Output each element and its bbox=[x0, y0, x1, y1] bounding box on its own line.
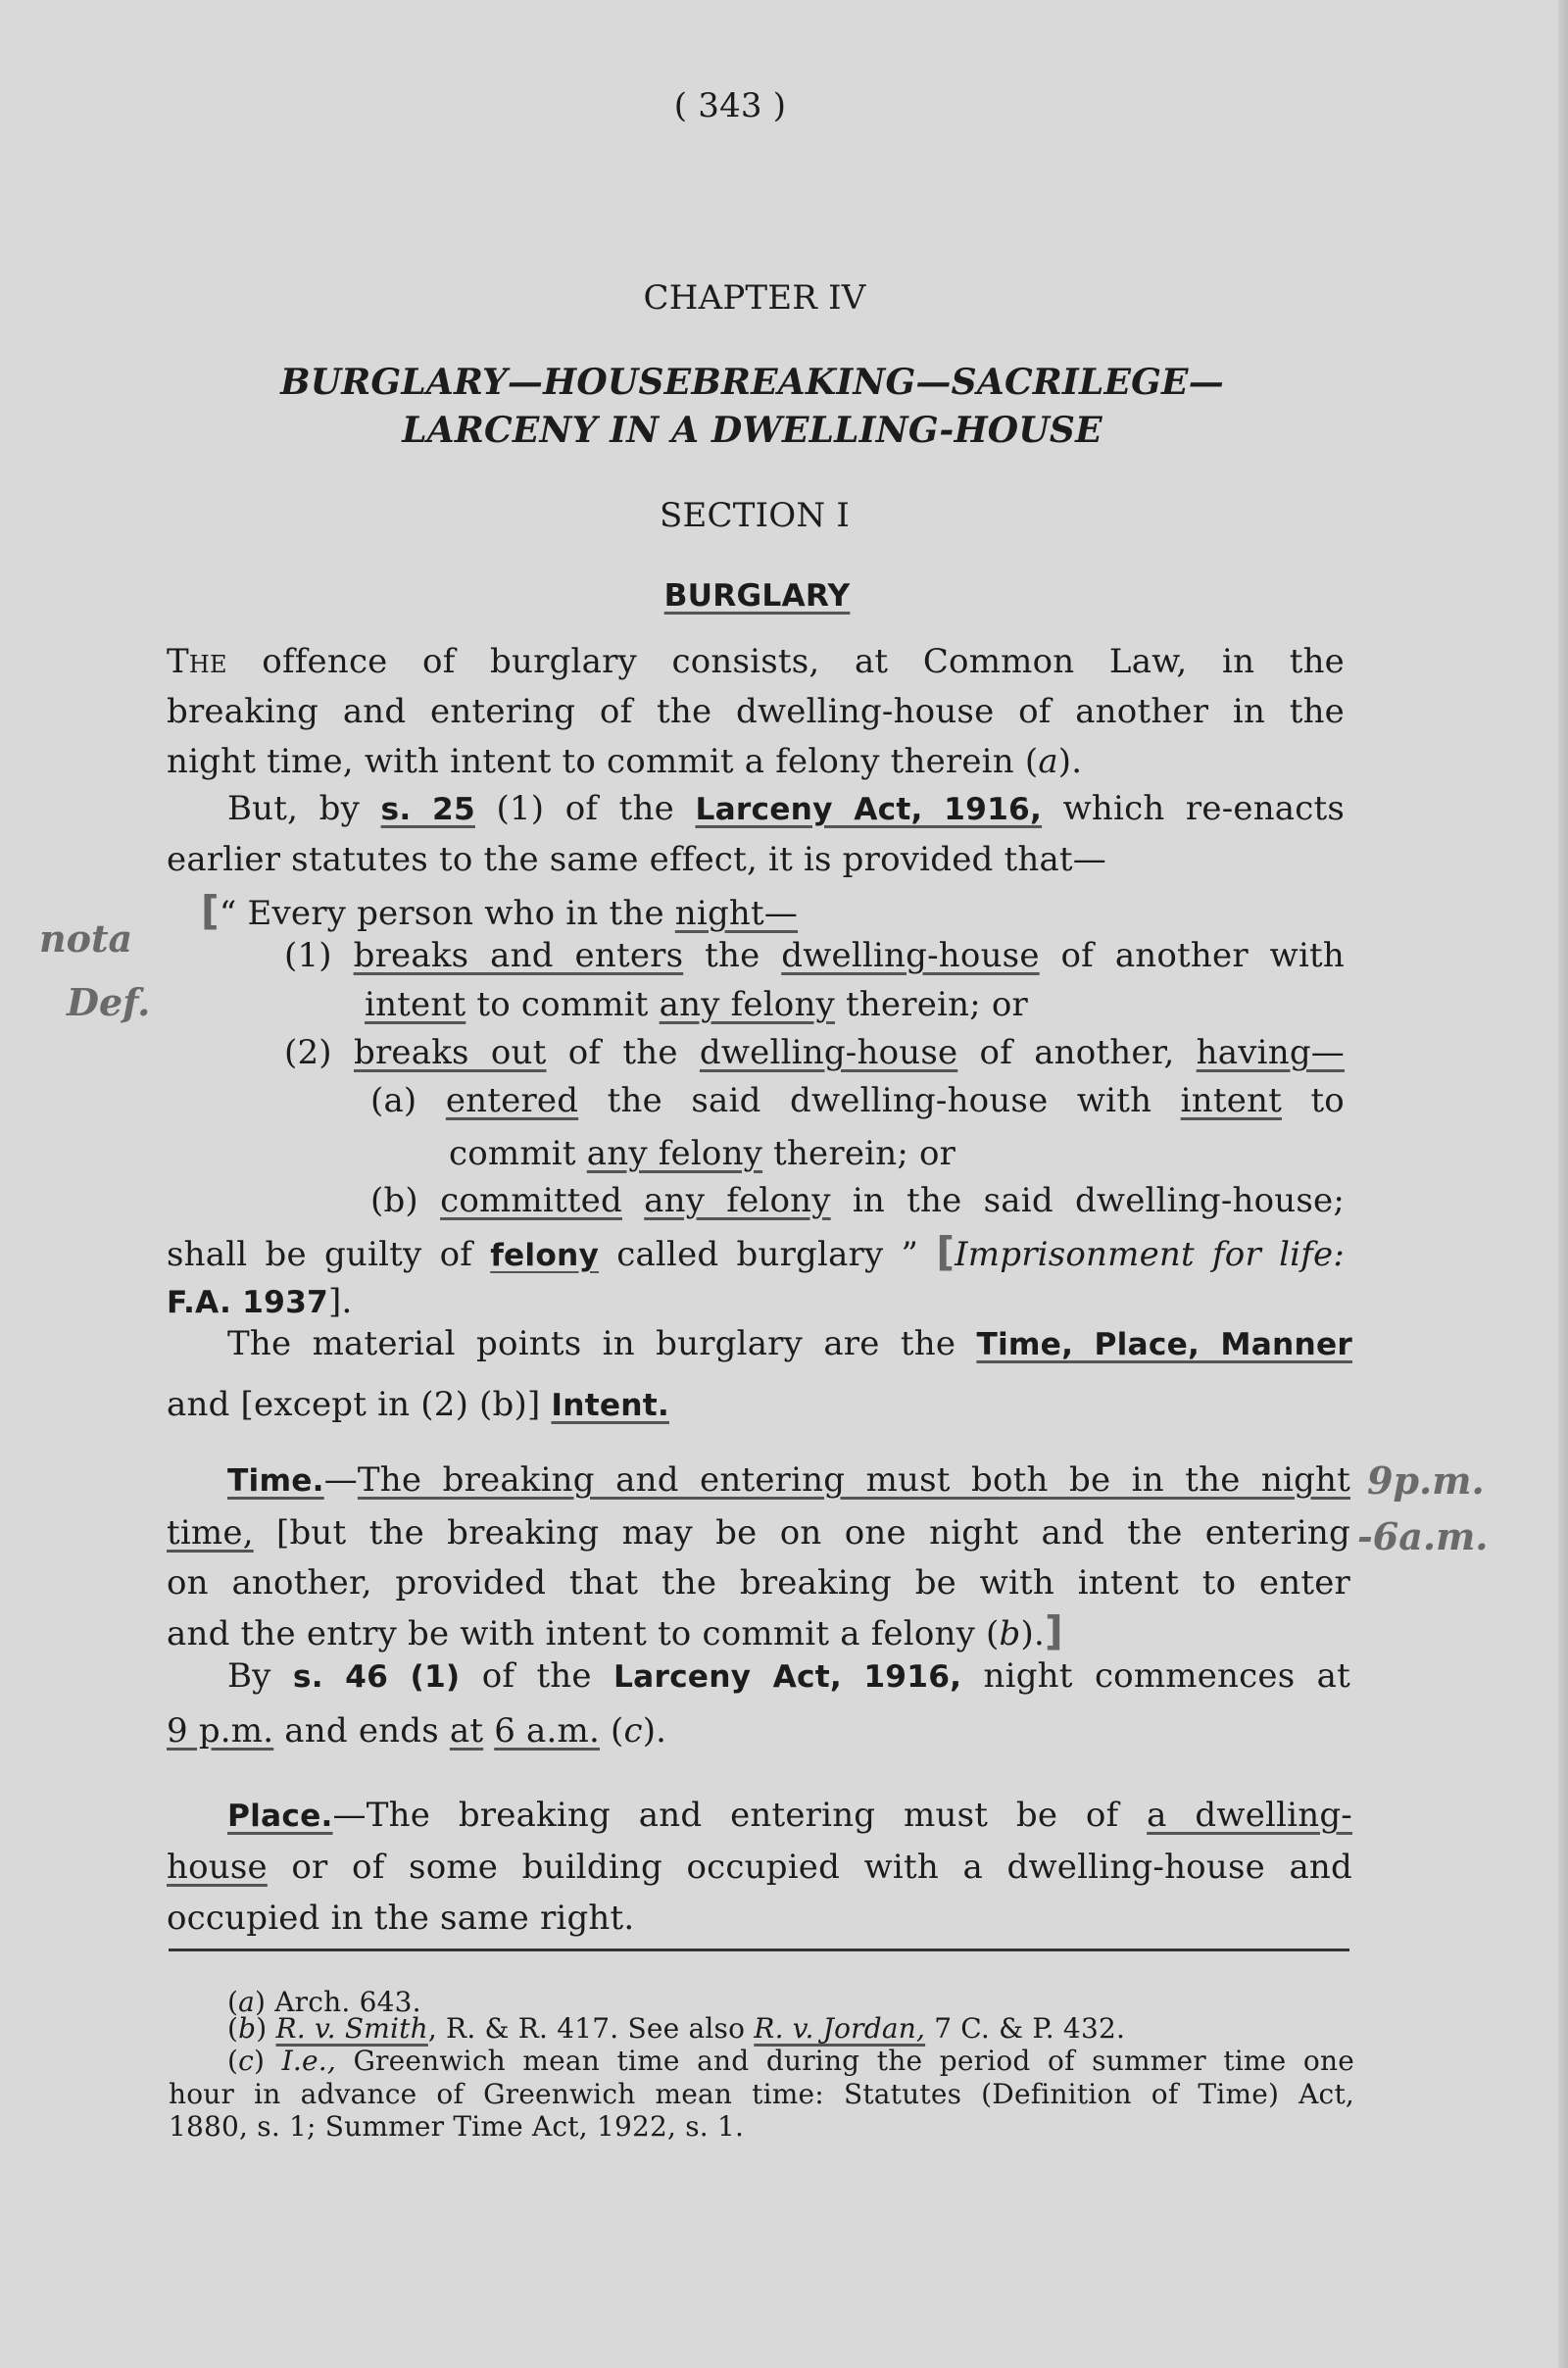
text-segment: occupied in the same right. bbox=[167, 1899, 635, 1938]
bracket-annotation: ] bbox=[1044, 1607, 1063, 1654]
text-line bbox=[449, 1132, 956, 1175]
text-segment: and [except in (2) (b)] bbox=[167, 1385, 552, 1424]
text-segment: I.e., bbox=[281, 2045, 336, 2077]
text-segment: b bbox=[238, 2012, 257, 2045]
text-segment: (a) bbox=[370, 1081, 446, 1120]
text-segment: earlier statutes to the same effect, it is provided that— bbox=[167, 840, 1107, 879]
text-segment: the bbox=[683, 936, 782, 975]
text-segment: , R. & R. 417. See also bbox=[427, 2012, 755, 2045]
text-segment: ) bbox=[256, 2012, 276, 2045]
text-segment: a dwelling- bbox=[1147, 1796, 1352, 1835]
text-segment: night— bbox=[674, 894, 799, 933]
text-line bbox=[167, 1561, 1350, 1604]
text-segment bbox=[483, 1711, 494, 1751]
text-line bbox=[370, 1079, 1345, 1122]
text-line bbox=[365, 983, 1028, 1026]
text-segment: a bbox=[238, 1986, 256, 2018]
text-segment: ( bbox=[227, 2045, 239, 2077]
text-segment: having— bbox=[1196, 1033, 1345, 1072]
chapter-title-line1: BURGLARY—HOUSEBREAKING—SACRILEGE— bbox=[280, 362, 1224, 403]
text-segment: R. v. Jordan, bbox=[754, 2012, 926, 2045]
text-segment: of another, bbox=[957, 1033, 1197, 1072]
text-line bbox=[167, 740, 1082, 783]
text-segment: breaks and enters bbox=[353, 936, 684, 975]
text-line bbox=[167, 1383, 669, 1427]
text-segment: hour in advance of Greenwich mean time: Statutes (Definition of Time) Act, bbox=[169, 2078, 1354, 2110]
text-segment: night time, with intent to commit a felony therein ( bbox=[167, 742, 1039, 781]
text-segment: Time. bbox=[227, 1463, 324, 1499]
section-subheading bbox=[0, 573, 1514, 617]
text-segment: The breaking and entering must both be in the night bbox=[357, 1460, 1350, 1500]
text-line bbox=[167, 1897, 634, 1940]
text-line bbox=[167, 838, 1106, 881]
text-segment: breaking and entering of the dwelling-house of another in the bbox=[167, 692, 1345, 731]
text-segment: to bbox=[1281, 1081, 1345, 1120]
text-segment: house bbox=[167, 1848, 268, 1887]
text-segment: (2) bbox=[284, 1033, 354, 1072]
text-segment: 1880, s. 1; Summer Time Act, 1922, s. 1. bbox=[169, 2110, 745, 2143]
text-line bbox=[370, 1179, 1345, 1222]
text-segment: but the breaking may be on one night and the entering bbox=[289, 1513, 1350, 1553]
handwritten-note-nota: nota bbox=[39, 916, 133, 961]
bracket-annotation: [ bbox=[201, 887, 220, 934]
text-segment: therein; or bbox=[834, 985, 1028, 1024]
text-segment: (1) of the bbox=[474, 789, 696, 828]
handwritten-note-def: Def. bbox=[67, 980, 151, 1024]
text-segment: ( bbox=[599, 1711, 624, 1751]
text-segment: ]. bbox=[328, 1282, 353, 1321]
page-number: ( 343 ) bbox=[673, 86, 787, 125]
text-segment: any felony bbox=[644, 1181, 831, 1220]
text-segment: of another with bbox=[1039, 936, 1345, 975]
text-segment: the said dwelling-house with bbox=[578, 1081, 1181, 1120]
text-segment: any felony bbox=[659, 985, 835, 1024]
text-line bbox=[284, 934, 1345, 977]
text-segment: commit bbox=[449, 1134, 587, 1173]
text-segment: “ Every person who in the bbox=[219, 894, 675, 933]
text-segment: —The breaking and entering must be of bbox=[332, 1796, 1148, 1835]
text-segment: 9 p.m. bbox=[167, 1711, 274, 1751]
footnote-line bbox=[227, 2012, 1125, 2046]
text-segment: ). bbox=[1020, 1614, 1045, 1653]
text-segment: The material points in burglary are the bbox=[227, 1324, 977, 1363]
text-segment bbox=[622, 1181, 644, 1220]
text-line bbox=[167, 1511, 1350, 1554]
text-segment: [ bbox=[253, 1513, 290, 1553]
text-segment: shall be guilty of bbox=[167, 1235, 491, 1273]
text-segment: breaks out bbox=[353, 1033, 547, 1072]
text-segment: s. 46 (1) bbox=[292, 1659, 461, 1695]
text-segment: Larceny Act, 1916, bbox=[613, 1659, 962, 1695]
text-segment: intent bbox=[1180, 1081, 1282, 1120]
text-segment: 6 a.m. bbox=[494, 1711, 600, 1751]
text-segment: The bbox=[167, 642, 227, 681]
text-segment: b bbox=[999, 1614, 1021, 1653]
text-segment: a bbox=[1038, 742, 1058, 781]
text-line bbox=[167, 1280, 352, 1324]
handwritten-note-6am: -6a.m. bbox=[1357, 1514, 1489, 1558]
text-segment: ). bbox=[642, 1711, 667, 1751]
chapter-heading: CHAPTER IV bbox=[643, 278, 866, 318]
text-segment: felony bbox=[490, 1238, 600, 1273]
text-segment: Place. bbox=[227, 1799, 333, 1834]
text-line bbox=[227, 1654, 1350, 1698]
text-segment: night commences at bbox=[961, 1656, 1350, 1696]
text-segment: (1) bbox=[284, 936, 354, 975]
text-segment: ) bbox=[254, 2045, 282, 2077]
text-segment: Imprisonment for life: bbox=[955, 1235, 1345, 1273]
text-segment: to commit bbox=[466, 985, 660, 1024]
text-line bbox=[227, 1794, 1352, 1837]
text-segment: Intent. bbox=[551, 1388, 669, 1423]
text-line bbox=[227, 1458, 1350, 1502]
chapter-title-line2: LARCENY IN A DWELLING-HOUSE bbox=[402, 410, 1102, 451]
text-segment: at bbox=[449, 1711, 484, 1751]
text-segment: c bbox=[623, 1711, 643, 1751]
section-heading: SECTION I bbox=[660, 496, 850, 535]
text-segment: c bbox=[238, 2045, 255, 2077]
text-segment: s. 25 bbox=[380, 792, 475, 827]
text-line bbox=[167, 690, 1345, 733]
text-segment: called burglary ” bbox=[599, 1235, 937, 1273]
text-segment: ( bbox=[227, 1986, 239, 2018]
text-segment: of the bbox=[460, 1656, 614, 1696]
text-segment: intent bbox=[365, 985, 466, 1024]
text-line bbox=[167, 1609, 1063, 1655]
text-segment: dwelling-house bbox=[781, 936, 1040, 975]
text-segment: But, by bbox=[227, 789, 381, 828]
text-segment: in the said dwelling-house; bbox=[830, 1181, 1345, 1220]
text-segment: (b) bbox=[370, 1181, 441, 1220]
text-segment: dwelling-house bbox=[699, 1033, 958, 1072]
text-segment: and the entry be with intent to commit a felony ( bbox=[167, 1614, 1000, 1653]
text-segment: ( bbox=[227, 2012, 239, 2045]
text-line bbox=[167, 640, 1345, 683]
handwritten-note-9pm: 9p.m. bbox=[1367, 1458, 1485, 1503]
text-line bbox=[227, 1322, 1352, 1365]
text-segment: Time, Place, Manner bbox=[976, 1327, 1352, 1362]
text-segment: and ends bbox=[273, 1711, 450, 1751]
text-line bbox=[167, 1709, 666, 1752]
text-segment: of the bbox=[546, 1033, 700, 1072]
text-segment: committed bbox=[440, 1181, 622, 1220]
text-line bbox=[227, 787, 1345, 830]
footnote-rule bbox=[169, 1949, 1349, 1951]
text-segment: therein; or bbox=[762, 1134, 956, 1173]
page-edge bbox=[1558, 0, 1568, 2368]
burglary-heading: BURGLARY bbox=[663, 578, 851, 614]
text-line bbox=[167, 1846, 1352, 1889]
text-segment: R. v. Smith bbox=[275, 2012, 428, 2045]
text-segment: ) Arch. 643. bbox=[255, 1986, 421, 2018]
text-segment: or of some building occupied with a dwelling-house and bbox=[267, 1848, 1352, 1887]
text-segment: offence of burglary consists, at Common Law, in the bbox=[226, 642, 1345, 681]
text-segment: Larceny Act, 1916, bbox=[695, 792, 1043, 827]
text-segment: F.A. 1937 bbox=[167, 1285, 328, 1320]
text-segment: 7 C. & P. 432. bbox=[925, 2012, 1126, 2045]
bracket-annotation: [ bbox=[936, 1230, 956, 1273]
text-segment: on another, provided that the breaking be with intent to enter bbox=[167, 1563, 1350, 1603]
text-segment: which re-enacts bbox=[1042, 789, 1345, 828]
text-line bbox=[167, 1230, 1345, 1273]
text-segment: By bbox=[227, 1656, 293, 1696]
text-segment: ). bbox=[1057, 742, 1083, 781]
text-segment: — bbox=[323, 1460, 358, 1500]
text-line bbox=[284, 1031, 1345, 1074]
text-segment: time, bbox=[167, 1513, 254, 1553]
footnote-line bbox=[169, 2110, 744, 2144]
text-segment: any felony bbox=[586, 1134, 763, 1173]
text-segment: entered bbox=[445, 1081, 579, 1120]
text-segment: Greenwich mean time and during the period of summer time one bbox=[335, 2045, 1354, 2077]
text-line bbox=[201, 889, 798, 935]
